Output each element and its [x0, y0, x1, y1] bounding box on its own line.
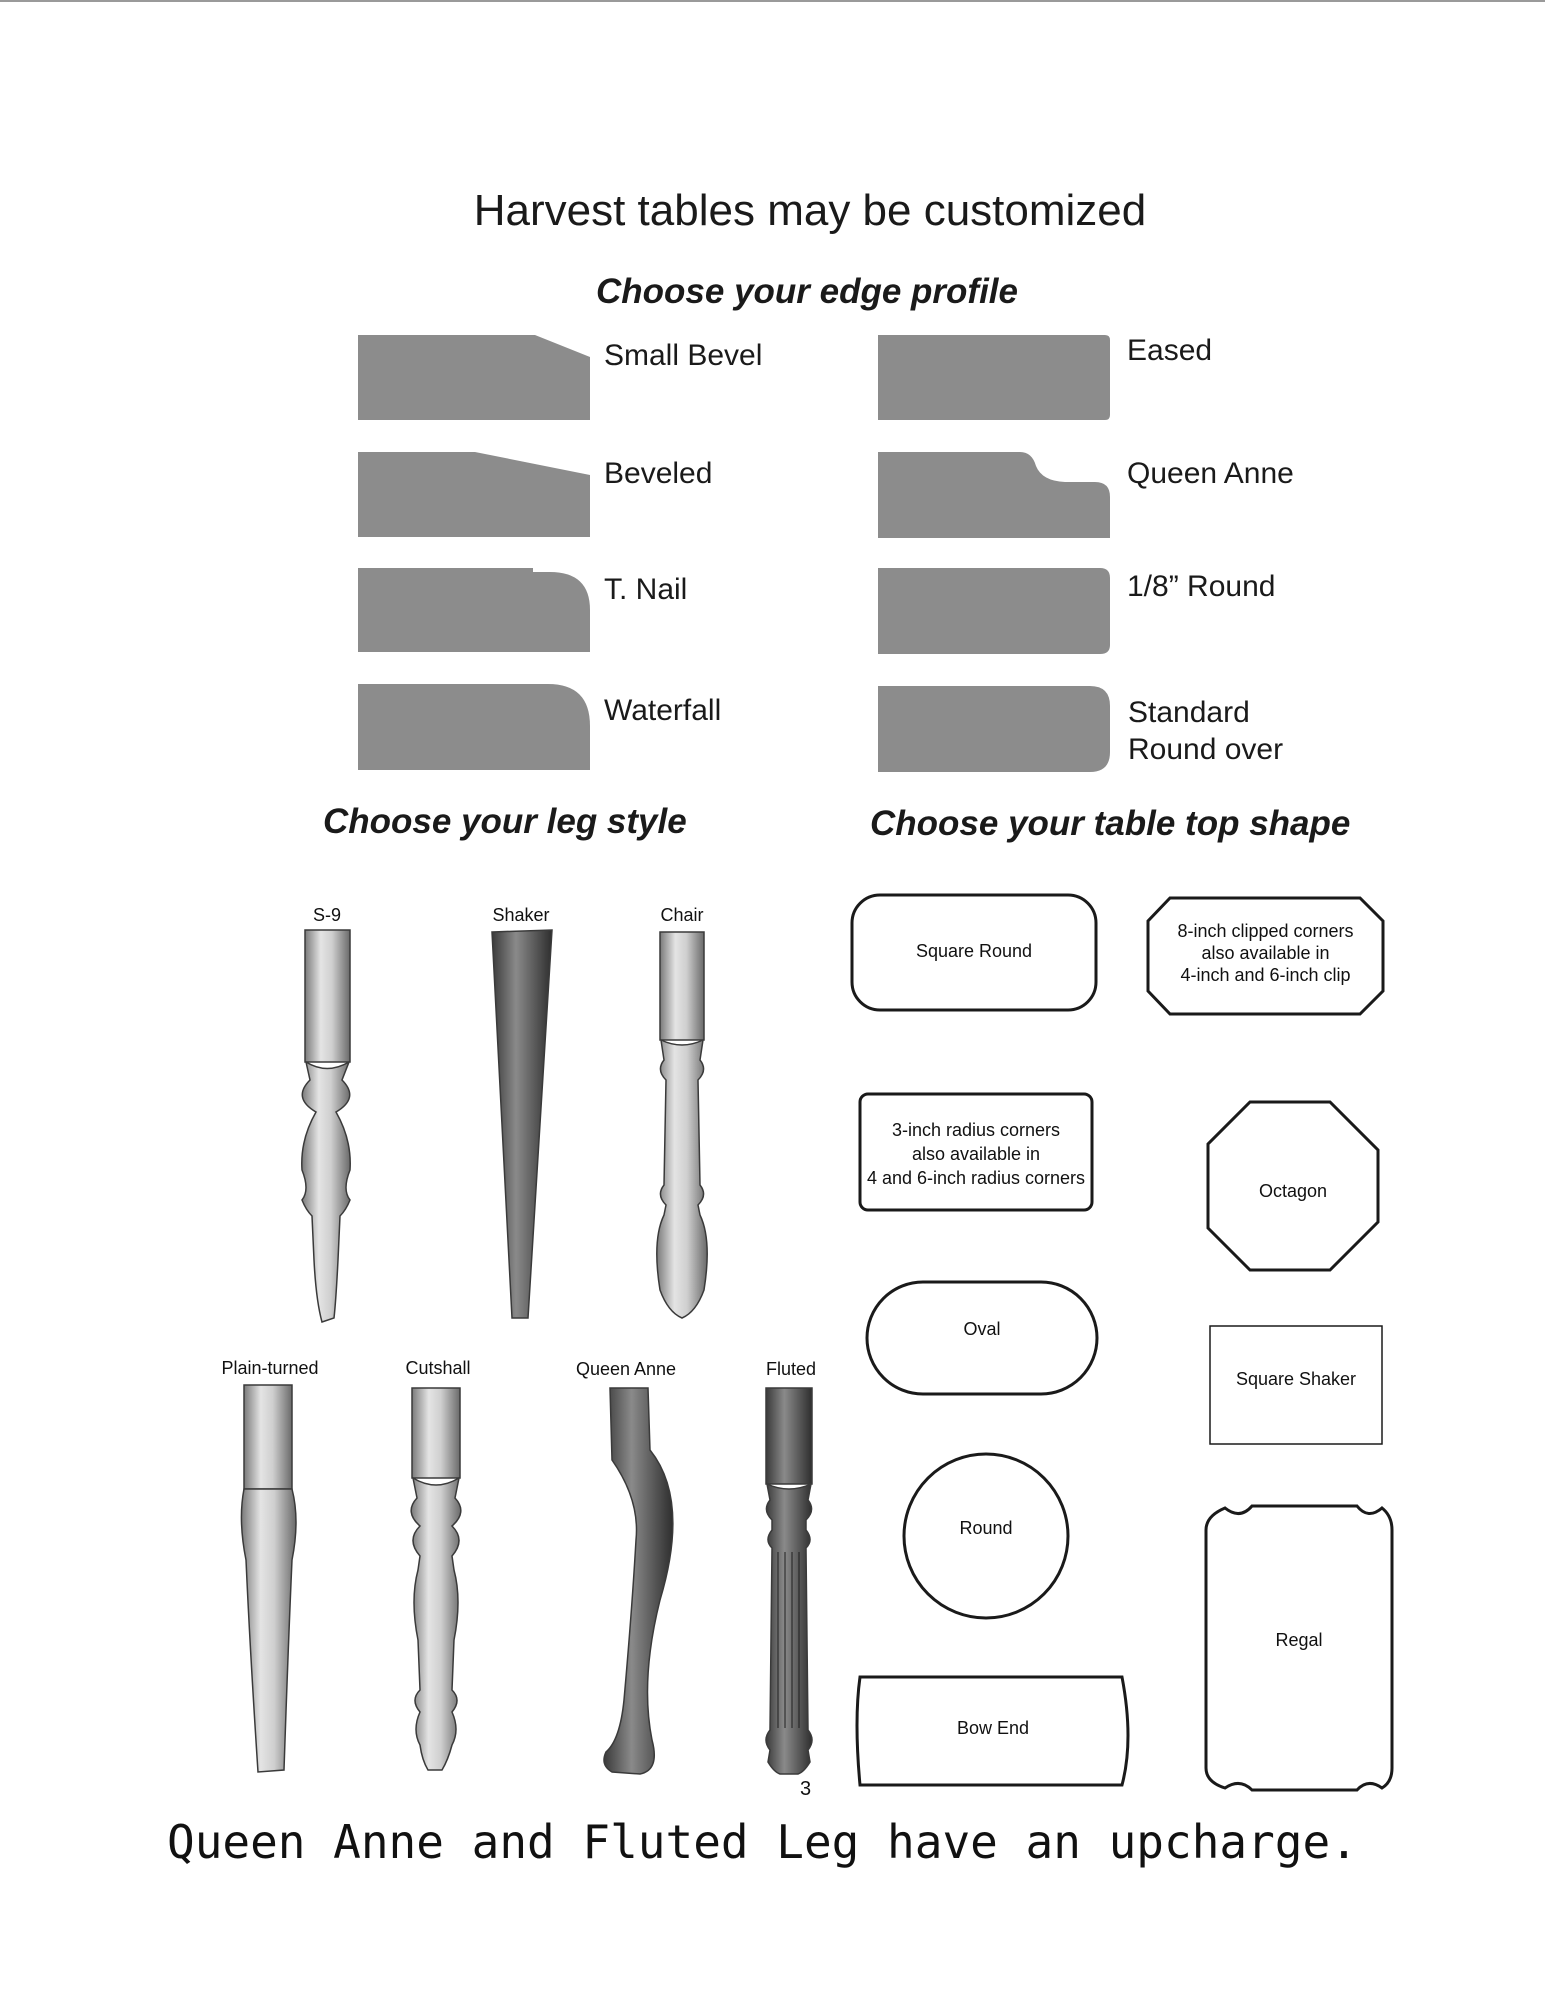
- waterfall-profile: [358, 684, 590, 770]
- fluted-leg: [766, 1388, 812, 1774]
- leg-label-s9: S-9: [312, 905, 341, 925]
- shape-label-octagon: Octagon: [1258, 1181, 1328, 1201]
- queen-anne-leg: [604, 1388, 673, 1774]
- beveled-profile: [358, 452, 590, 537]
- standard-round-over-profile: [878, 686, 1110, 772]
- shape-label-square-round: Square Round: [915, 941, 1033, 961]
- small-bevel-profile: [358, 335, 590, 420]
- eased-profile: [878, 335, 1110, 420]
- queen-anne-profile: [878, 452, 1110, 538]
- edge-label-small-bevel: Small Bevel: [604, 339, 763, 372]
- eighth-round-profile: [878, 568, 1110, 654]
- leg-label-plain-turned: Plain-turned: [221, 1358, 319, 1378]
- leg-label-shaker: Shaker: [492, 905, 550, 925]
- leg-style-heading: Choose your leg style: [323, 802, 687, 841]
- shape-label-oval: Oval: [963, 1319, 1001, 1339]
- shape-label-radius-corners: 3-inch radius corners also available in 4 and 6-inch radius corners: [866, 1120, 1086, 1188]
- table-top-shape-heading: Choose your table top shape: [870, 804, 1351, 843]
- edge-label-standard-round-over: Standard Round over: [1128, 696, 1284, 766]
- t-nail-profile: [358, 568, 590, 652]
- leg-label-fluted: Fluted: [765, 1359, 817, 1379]
- shape-label-square-shaker: Square Shaker: [1235, 1369, 1357, 1389]
- shape-label-round: Round: [959, 1518, 1013, 1538]
- shape-label-bow-end: Bow End: [956, 1718, 1030, 1738]
- edge-label-t-nail: T. Nail: [604, 573, 688, 606]
- shape-label-regal: Regal: [1275, 1630, 1323, 1650]
- s9-leg: [302, 930, 350, 1322]
- leg-label-queen-anne: Queen Anne: [575, 1359, 677, 1379]
- cutshall-leg: [411, 1388, 461, 1770]
- page-number: 3: [800, 1778, 812, 1800]
- edge-profile-heading: Choose your edge profile: [596, 272, 1018, 311]
- plain-turned-leg: [241, 1385, 296, 1772]
- edge-label-beveled: Beveled: [604, 457, 713, 490]
- leg-label-cutshall: Cutshall: [405, 1358, 471, 1378]
- upcharge-note: Queen Anne and Fluted Leg have an upcharge.: [167, 1815, 1358, 1869]
- edge-label-eased: Eased: [1127, 334, 1213, 367]
- chair-leg: [657, 932, 707, 1318]
- edge-label-waterfall: Waterfall: [604, 694, 722, 727]
- shaker-leg: [492, 930, 552, 1318]
- shape-label-clipped-corners: 8-inch clipped corners also available in 4-inch and 6-inch clip: [1177, 921, 1354, 985]
- leg-label-chair: Chair: [660, 905, 704, 925]
- edge-label-queen-anne: Queen Anne: [1127, 457, 1294, 490]
- edge-label-eighth-round: 1/8” Round: [1127, 570, 1276, 603]
- page-title: Harvest tables may be customized: [473, 186, 1147, 235]
